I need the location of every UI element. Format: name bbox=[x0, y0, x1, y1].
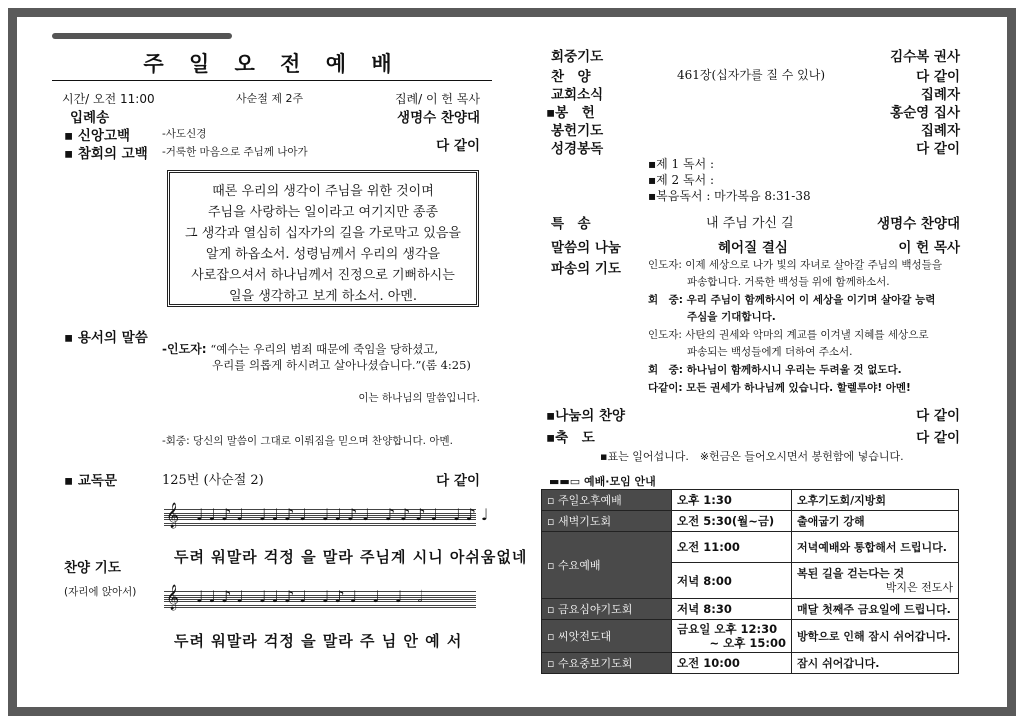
congregational-prayer-value: 김수복 권사 bbox=[890, 49, 960, 65]
benediction-label: ▪축 도 bbox=[546, 430, 595, 446]
absolution-congregation: -회중: 당신의 말씀이 그대로 이뤄짐을 믿으며 찬양합니다. 아멘. bbox=[162, 435, 453, 447]
schedule-note: 잠시 쉬어갑니다. bbox=[792, 653, 959, 674]
sending-prayer-congregation: 회 중: 우리 주님이 함께하시어 이 세상을 이기며 살아갈 능력 bbox=[648, 294, 936, 306]
sending-prayer-leader-2-cont: 파송되는 백성들에게 더하여 주소서. bbox=[687, 346, 853, 358]
special-song-value: 생명수 찬양대 bbox=[877, 216, 960, 232]
table-row bbox=[542, 599, 959, 620]
schedule-heading: ▬▬▭ 예배·모임 안내 bbox=[549, 475, 656, 488]
schedule-name: ▫ 수요중보기도회 bbox=[542, 653, 672, 674]
title-bar-decoration bbox=[52, 33, 232, 39]
sending-prayer-all: 다같이: 모든 권세가 하나님께 있습니다. 할렐루야! 아멘! bbox=[648, 382, 911, 394]
table-row bbox=[542, 532, 959, 563]
sermon-title: 헤어질 결심 bbox=[718, 240, 788, 256]
prayer-line: 때론 우리의 생각이 주님을 위한 것이며 bbox=[212, 184, 434, 199]
benediction-value: 다 같이 bbox=[916, 430, 960, 446]
prayer-line: 알게 하옵소서. 성령님께서 우리의 생각을 bbox=[205, 247, 441, 262]
confession-value: 다 같이 bbox=[436, 138, 480, 154]
schedule-time: 오전 10:00 bbox=[672, 653, 792, 674]
schedule-time: 저녁 8:30 bbox=[672, 599, 792, 620]
sermon-preacher: 이 헌 목사 bbox=[898, 240, 960, 256]
bullet-icon: ▪ bbox=[64, 128, 74, 144]
schedule-note: 저녁예배와 통합해서 드립니다. bbox=[792, 532, 959, 563]
reading-2: ▪제 2 독서 : bbox=[648, 173, 715, 187]
hymn-value: 다 같이 bbox=[916, 69, 960, 85]
schedule-note: 방학으로 인해 잠시 쉬어갑니다. bbox=[792, 620, 959, 653]
schedule-note-speaker: 박지은 전도사 bbox=[885, 580, 953, 594]
praise-prayer-note: (자리에 앉아서) bbox=[64, 586, 137, 598]
prayer-line: 일을 생각하고 보게 하소서. 아멘. bbox=[228, 289, 418, 304]
responsive-reading-label: ▪ 교독문 bbox=[64, 473, 117, 489]
announcements-value: 집례자 bbox=[920, 87, 960, 103]
sending-prayer-label: 파송의 기도 bbox=[551, 261, 621, 277]
entrance-hymn-value: 생명수 찬양대 bbox=[397, 110, 480, 126]
gospel-reading: ▪복음독서 : 마가복음 8:31-38 bbox=[648, 189, 811, 203]
creed-label: ▪ 신앙고백 bbox=[64, 128, 131, 144]
sending-prayer-leader-2: 인도자: 사탄의 권세와 악마의 계교를 이겨낼 지혜를 세상으로 bbox=[648, 329, 929, 341]
presider: 집례/ 이 헌 목사 bbox=[394, 92, 480, 106]
offering-value: 홍순영 집사 bbox=[890, 105, 960, 121]
reading-1: ▪제 1 독서 : bbox=[648, 157, 715, 171]
schedule-table bbox=[541, 489, 959, 674]
treble-clef-icon: 𝄞 bbox=[166, 585, 180, 610]
special-song-label: 특 송 bbox=[551, 216, 591, 232]
sending-prayer-leader-cont: 파송합니다. 거룩한 백성들 위에 함께하소서. bbox=[687, 276, 890, 288]
hymn-detail: 461장(십자가를 질 수 있나) bbox=[677, 68, 826, 82]
schedule-time: 오후 1:30 bbox=[672, 490, 792, 511]
schedule-note: 매달 첫째주 금요일에 드립니다. bbox=[792, 599, 959, 620]
confession-detail: -거룩한 마음으로 주님께 나아가 bbox=[162, 146, 308, 158]
service-time: 시간/ 오전 11:00 bbox=[62, 92, 155, 106]
offering-prayer-value: 집례자 bbox=[920, 123, 960, 139]
schedule-time: 오전 5:30(월~금) bbox=[672, 511, 792, 532]
prayer-line: 주님을 사랑하는 일이라고 여기지만 종종 bbox=[207, 205, 438, 220]
sending-prayer-congregation-2: 회 중: 하나님이 함께하시니 우리는 두려울 것 없도다. bbox=[648, 364, 902, 376]
schedule-time: 금요일 오후 12:30 bbox=[677, 622, 778, 636]
entrance-hymn-label: 입례송 bbox=[70, 110, 110, 126]
sending-prayer-leader: 인도자: 이제 세상으로 나가 빛의 자녀로 살아갈 주님의 백성들을 bbox=[648, 259, 942, 271]
announcements-label: 교회소식 bbox=[551, 87, 604, 103]
responsive-reading-value: 다 같이 bbox=[436, 473, 480, 489]
table-row bbox=[542, 511, 959, 532]
title-underline bbox=[52, 80, 492, 81]
schedule-name: ▫ 새벽기도회 bbox=[542, 511, 672, 532]
table-row bbox=[542, 620, 959, 653]
absolution-leader: -인도자: “예수는 우리의 범죄 때문에 죽임을 당하셨고, bbox=[162, 342, 439, 356]
offering-label: ▪봉 헌 bbox=[546, 105, 595, 121]
sharing-hymn-value: 다 같이 bbox=[916, 408, 960, 424]
bullet-icon: ▪ bbox=[64, 146, 74, 162]
responsive-reading-detail: 125번 (사순절 2) bbox=[162, 473, 264, 488]
treble-clef-icon: 𝄞 bbox=[166, 503, 180, 528]
schedule-note: 복된 길을 걷는다는 것 bbox=[797, 566, 905, 580]
bullet-icon: ▪ bbox=[546, 105, 556, 121]
scripture-label: 성경봉독 bbox=[551, 141, 604, 157]
word-of-god: 이는 하나님의 말씀입니다. bbox=[358, 392, 480, 404]
absolution-label: ▪ 용서의 말씀 bbox=[64, 330, 148, 346]
bullet-icon: ▪ bbox=[546, 408, 556, 424]
prayer-line: 그 생각과 열심히 십자가의 길을 가로막고 있음을 bbox=[185, 226, 461, 241]
special-song-title: 내 주님 가신 길 bbox=[706, 216, 794, 231]
praise-prayer-label: 찬양 기도 bbox=[64, 560, 121, 576]
absolution-leader-line2: 우리를 의롭게 하시려고 살아나셨습니다.”(롬 4:25) bbox=[212, 358, 471, 372]
schedule-note: 출애굽기 강해 bbox=[792, 511, 959, 532]
congregational-prayer-label: 회중기도 bbox=[551, 49, 604, 65]
standing-note: ▪표는 일어섭니다. ※헌금은 들어오시면서 봉헌함에 넣습니다. bbox=[600, 450, 904, 463]
sermon-label: 말씀의 나눔 bbox=[551, 240, 621, 256]
schedule-name: ▫ 금요심야기도회 bbox=[542, 599, 672, 620]
confession-label: ▪ 참회의 고백 bbox=[64, 146, 148, 162]
music-notes: ♩♩♪♩ ♩♩♪♩ ♩♪♩ ♩ ♩ 𝅗𝅥 bbox=[196, 587, 428, 606]
table-row bbox=[542, 653, 959, 674]
schedule-name: ▫ 수요예배 bbox=[542, 532, 672, 599]
schedule-time: 저녁 8:00 bbox=[672, 563, 792, 599]
liturgical-season: 사순절 제 2주 bbox=[236, 92, 304, 105]
heading-marker-icon: ▬▬▭ bbox=[549, 475, 581, 488]
bullet-icon: ▪ bbox=[64, 330, 74, 346]
schedule-time: 오전 11:00 bbox=[672, 532, 792, 563]
schedule-name: ▫ 씨앗전도대 bbox=[542, 620, 672, 653]
table-row bbox=[542, 490, 959, 511]
page-title: 주 일 오 전 예 배 bbox=[143, 52, 401, 76]
hymn-label: 찬 양 bbox=[551, 69, 591, 85]
scripture-value: 다 같이 bbox=[916, 141, 960, 157]
confession-prayer-box bbox=[167, 170, 479, 307]
sharing-hymn-label: ▪나눔의 찬양 bbox=[546, 408, 626, 424]
creed-detail: -사도신경 bbox=[162, 128, 207, 140]
hymn-lyric-line-1: 두려 워말라 걱정 을 말라 주님계 시니 아쉬움없네 bbox=[174, 548, 528, 566]
music-notes: ♩♩♪♩ ♩♩♪♩ ♩♩♪♩ ♪♪♪♩ ♩♪♩ bbox=[196, 505, 494, 524]
schedule-time-end: ~ 오후 15:00 bbox=[709, 636, 786, 650]
offering-prayer-label: 봉헌기도 bbox=[551, 123, 604, 139]
hymn-lyric-line-2: 두려 워말라 걱정 을 말라 주 님 안 예 서 bbox=[174, 632, 463, 650]
bullet-icon: ▪ bbox=[64, 473, 74, 489]
schedule-name: ▫ 주일오후예배 bbox=[542, 490, 672, 511]
sending-prayer-congregation-cont: 주심을 기대합니다. bbox=[687, 311, 776, 323]
schedule-note: 오후기도회/지방회 bbox=[792, 490, 959, 511]
bullet-icon: ▪ bbox=[546, 430, 556, 446]
prayer-line: 사로잡으셔서 하나님께서 진정으로 기뻐하시는 bbox=[191, 268, 455, 283]
